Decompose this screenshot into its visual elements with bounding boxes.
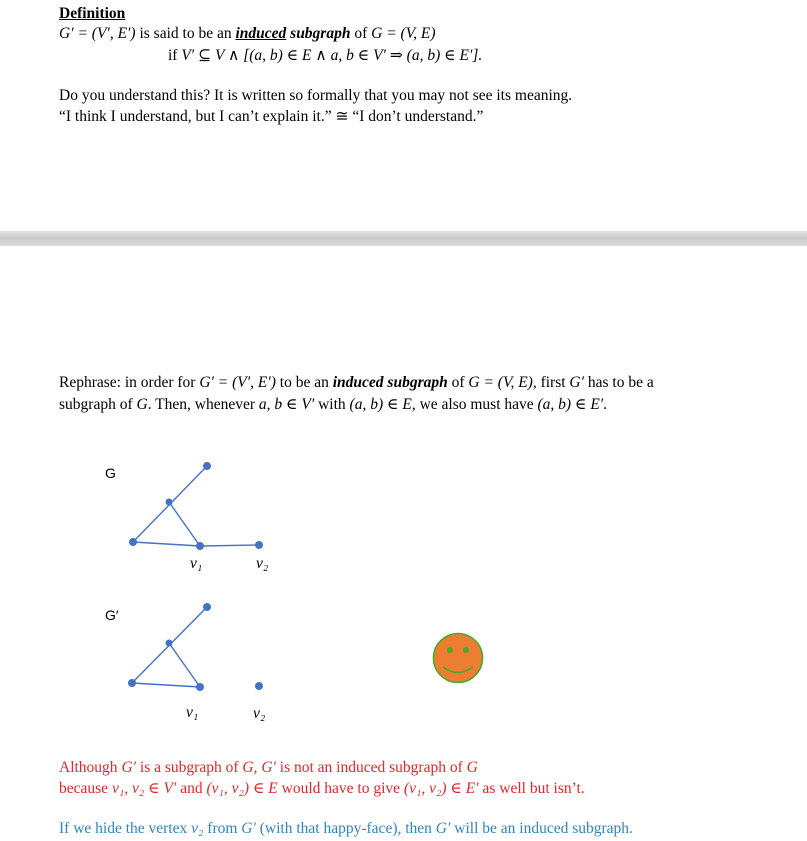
condition-expr: V′ ⊆ V ∧ [(a, b) ∈ E ∧ a, b ∈ V′ ⇒ (a, b) ∈ E′].: [181, 47, 483, 64]
rephrase-text: . Then, whenever: [147, 396, 256, 413]
rephrase-text: to be an: [279, 374, 329, 391]
graph-g: [130, 463, 263, 550]
question-line-2: “I think I understand, but I can’t explain it.” ≅ “I don’t understand.”: [59, 108, 484, 125]
rephrase-text: of: [451, 374, 465, 391]
definition-title: Definition: [59, 5, 126, 22]
conclusion-text: from: [207, 820, 238, 837]
question-line-1: Do you understand this? It is written so formally that you may not see its meaning.: [59, 87, 573, 104]
g-expr: G = (V, E): [371, 25, 436, 42]
conclusion-text: is a subgraph of: [139, 759, 239, 776]
graph-gprime-v1-label: v₁: [186, 704, 199, 721]
rephrase-text: subgraph of: [59, 396, 133, 413]
if-text: if: [168, 47, 178, 64]
gprime-symbol: G′: [569, 374, 585, 391]
graph-gprime-v2-label: v₂: [253, 705, 266, 722]
graph-g-v2-label: v₂: [256, 555, 269, 572]
rephrase-text: has to be a: [587, 374, 654, 391]
vertices-expr: v₁, v₂ ∈ V′: [111, 780, 177, 797]
rephrase-text: with: [318, 396, 346, 413]
graph-g-label: G: [105, 465, 116, 481]
ab-expr: a, b ∈ V′: [258, 396, 315, 413]
rephrase-text: , first: [532, 374, 566, 391]
conclusion-text: If we hide the vertex: [59, 820, 188, 837]
conclusion-text: and: [180, 780, 203, 797]
conclusion-text: as well but isn’t.: [482, 780, 585, 797]
edge-expr: (v₁, v₂) ∈ E: [206, 780, 278, 797]
vertex: [166, 640, 172, 646]
rephrase-text: .: [603, 396, 608, 413]
conclusion-text: because: [59, 780, 109, 797]
smiley-face-icon: [434, 634, 483, 683]
conclusion-text: would have to give: [281, 780, 401, 797]
conclusion-line-1: [59, 759, 478, 777]
g-symbol: G,: [242, 759, 258, 776]
vertex: [130, 539, 137, 546]
gprime-symbol: G′: [435, 820, 451, 837]
vertex: [129, 680, 136, 687]
vertex-v1: [197, 684, 204, 691]
conclusion-line-2: [59, 779, 585, 798]
gprime-expr: G′ = (V′, E′): [199, 374, 276, 391]
smiley-eye: [463, 647, 469, 653]
smiley-eye: [447, 647, 453, 653]
vertex-v1: [197, 543, 204, 550]
gprime-symbol: G′: [241, 820, 256, 837]
edge-expr: (a, b) ∈ E: [349, 396, 412, 413]
conclusion-text: (with that happy-face), then: [259, 820, 432, 837]
v2-symbol: v₂: [191, 820, 204, 837]
edge-v1-v2: [200, 545, 259, 546]
edge: [169, 643, 200, 687]
gprime-expr: G′ = (V′, E′): [59, 25, 136, 42]
g-expr: G = (V, E): [468, 374, 533, 391]
gprime-symbol: G′: [261, 759, 276, 776]
conclusion-text: Although: [59, 759, 118, 776]
vertex: [204, 604, 211, 611]
subgraph-term: subgraph: [290, 25, 351, 42]
g-symbol: G: [136, 396, 148, 413]
graph-gprime: [129, 604, 263, 691]
said-text: is said to be an: [139, 25, 232, 42]
vertex: [204, 463, 211, 470]
edge-expr-2: (a, b) ∈ E′: [537, 396, 604, 413]
edge: [132, 683, 200, 687]
rephrase-text: Rephrase: in order for: [59, 374, 196, 391]
g-symbol: G: [466, 759, 478, 776]
induced-subgraph-term: induced subgraph: [332, 374, 448, 391]
of-text: of: [354, 25, 368, 42]
conclusion-text: is not an induced subgraph of: [279, 759, 463, 776]
vertex-v2: [256, 542, 263, 549]
rephrase-text: , we also must have: [411, 396, 534, 413]
gprime-symbol: G′: [121, 759, 137, 776]
edge-expr-2: (v₁, v₂) ∈ E′: [403, 780, 479, 797]
graph-g-v1-label: v₁: [190, 555, 203, 572]
edge: [169, 502, 200, 546]
conclusion-text: will be an induced subgraph.: [454, 820, 633, 837]
edge: [133, 542, 200, 546]
vertex: [166, 499, 172, 505]
smiley-face: [434, 634, 483, 683]
induced-term: induced: [235, 25, 287, 42]
conclusion-line-3: [59, 820, 633, 838]
graph-gprime-label: G′: [105, 607, 119, 623]
vertex-v2: [256, 683, 263, 690]
